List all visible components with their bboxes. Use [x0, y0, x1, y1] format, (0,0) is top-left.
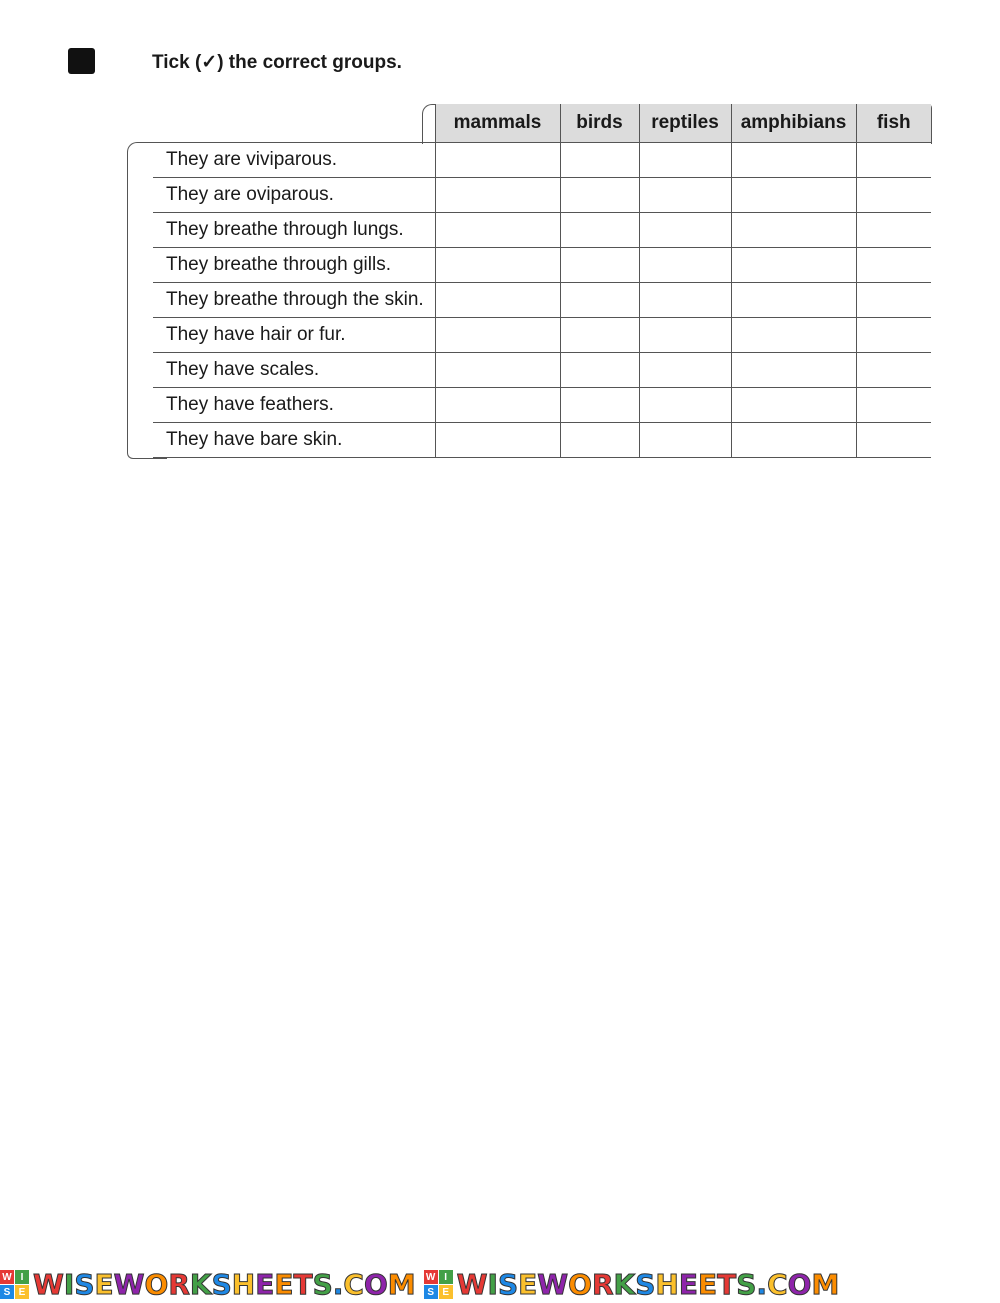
tick-cell-mammals[interactable] [435, 248, 560, 283]
tick-cell-birds[interactable] [560, 178, 639, 213]
logo-set-2 [424, 1268, 840, 1301]
tick-cell-reptiles[interactable] [639, 178, 731, 213]
tick-cell-birds[interactable] [560, 283, 639, 318]
logo-block: W [0, 1270, 14, 1284]
tick-cell-reptiles[interactable] [639, 143, 731, 178]
tick-cell-reptiles[interactable] [639, 213, 731, 248]
column-header-amphibians: amphibians [731, 104, 856, 143]
table-row [153, 143, 931, 178]
column-header-mammals: mammals [435, 104, 560, 143]
row-label: They are oviparous. [153, 178, 435, 213]
table-row [153, 283, 931, 318]
tick-cell-reptiles[interactable] [639, 353, 731, 388]
tick-cell-mammals[interactable] [435, 318, 560, 353]
tick-cell-birds[interactable] [560, 353, 639, 388]
tick-cell-mammals[interactable] [435, 143, 560, 178]
tick-cell-fish[interactable] [856, 143, 931, 178]
tick-table [153, 104, 931, 458]
logo-block: E [439, 1285, 453, 1299]
tick-cell-amphibians[interactable] [731, 423, 856, 458]
header-corner [153, 104, 435, 143]
tick-cell-fish[interactable] [856, 388, 931, 423]
tick-cell-birds[interactable] [560, 143, 639, 178]
footer-watermark [0, 1266, 1000, 1303]
row-label: They have bare skin. [153, 423, 435, 458]
tick-cell-fish[interactable] [856, 213, 931, 248]
tick-cell-amphibians[interactable] [731, 178, 856, 213]
tick-cell-birds[interactable] [560, 318, 639, 353]
tick-cell-amphibians[interactable] [731, 353, 856, 388]
row-label: They have feathers. [153, 388, 435, 423]
row-label: They breathe through the skin. [153, 283, 435, 318]
tick-cell-birds[interactable] [560, 423, 639, 458]
tick-cell-birds[interactable] [560, 213, 639, 248]
table-row [153, 248, 931, 283]
tick-cell-reptiles[interactable] [639, 283, 731, 318]
tick-cell-amphibians[interactable] [731, 143, 856, 178]
tick-cell-amphibians[interactable] [731, 283, 856, 318]
logo-block: S [424, 1285, 438, 1299]
tick-cell-amphibians[interactable] [731, 318, 856, 353]
tick-cell-reptiles[interactable] [639, 423, 731, 458]
logo-block: E [15, 1285, 29, 1299]
tick-cell-fish[interactable] [856, 353, 931, 388]
tick-cell-reptiles[interactable] [639, 388, 731, 423]
tick-cell-fish[interactable] [856, 423, 931, 458]
row-label: They have scales. [153, 353, 435, 388]
tick-cell-mammals[interactable] [435, 388, 560, 423]
row-label: They are viviparous. [153, 143, 435, 178]
logo-text: WISEWORKSHEETS.COM [33, 1268, 416, 1301]
logo-text: WISEWORKSHEETS.COM [456, 1268, 840, 1301]
tick-cell-mammals[interactable] [435, 423, 560, 458]
logo-block: S [0, 1285, 14, 1299]
tick-cell-mammals[interactable] [435, 213, 560, 248]
table-row [153, 353, 931, 388]
table-row [153, 178, 931, 213]
tick-cell-birds[interactable] [560, 248, 639, 283]
column-header-birds: birds [560, 104, 639, 143]
logo-blocks-icon [424, 1270, 453, 1299]
table-row [153, 318, 931, 353]
table-row [153, 388, 931, 423]
tick-cell-fish[interactable] [856, 248, 931, 283]
logo-block: I [439, 1270, 453, 1284]
logo-block: W [424, 1270, 438, 1284]
table-row [153, 213, 931, 248]
tick-cell-mammals[interactable] [435, 283, 560, 318]
row-label: They breathe through lungs. [153, 213, 435, 248]
logo-blocks-icon [0, 1270, 29, 1299]
tick-cell-reptiles[interactable] [639, 318, 731, 353]
tick-cell-mammals[interactable] [435, 178, 560, 213]
tick-cell-mammals[interactable] [435, 353, 560, 388]
column-header-reptiles: reptiles [639, 104, 731, 143]
exercise-marker [68, 48, 95, 74]
row-label: They breathe through gills. [153, 248, 435, 283]
tick-cell-amphibians[interactable] [731, 213, 856, 248]
table-row [153, 423, 931, 458]
tick-cell-fish[interactable] [856, 318, 931, 353]
tick-cell-reptiles[interactable] [639, 248, 731, 283]
tick-cell-birds[interactable] [560, 388, 639, 423]
tick-cell-fish[interactable] [856, 283, 931, 318]
instruction-title: Tick (✓) the correct groups. [152, 52, 402, 73]
logo-block: I [15, 1270, 29, 1284]
column-header-fish: fish [856, 104, 931, 143]
row-label: They have hair or fur. [153, 318, 435, 353]
tick-cell-amphibians[interactable] [731, 388, 856, 423]
tick-cell-amphibians[interactable] [731, 248, 856, 283]
tick-cell-fish[interactable] [856, 178, 931, 213]
header-row [153, 104, 931, 143]
logo-set-1 [0, 1268, 416, 1301]
table-body [153, 143, 931, 458]
